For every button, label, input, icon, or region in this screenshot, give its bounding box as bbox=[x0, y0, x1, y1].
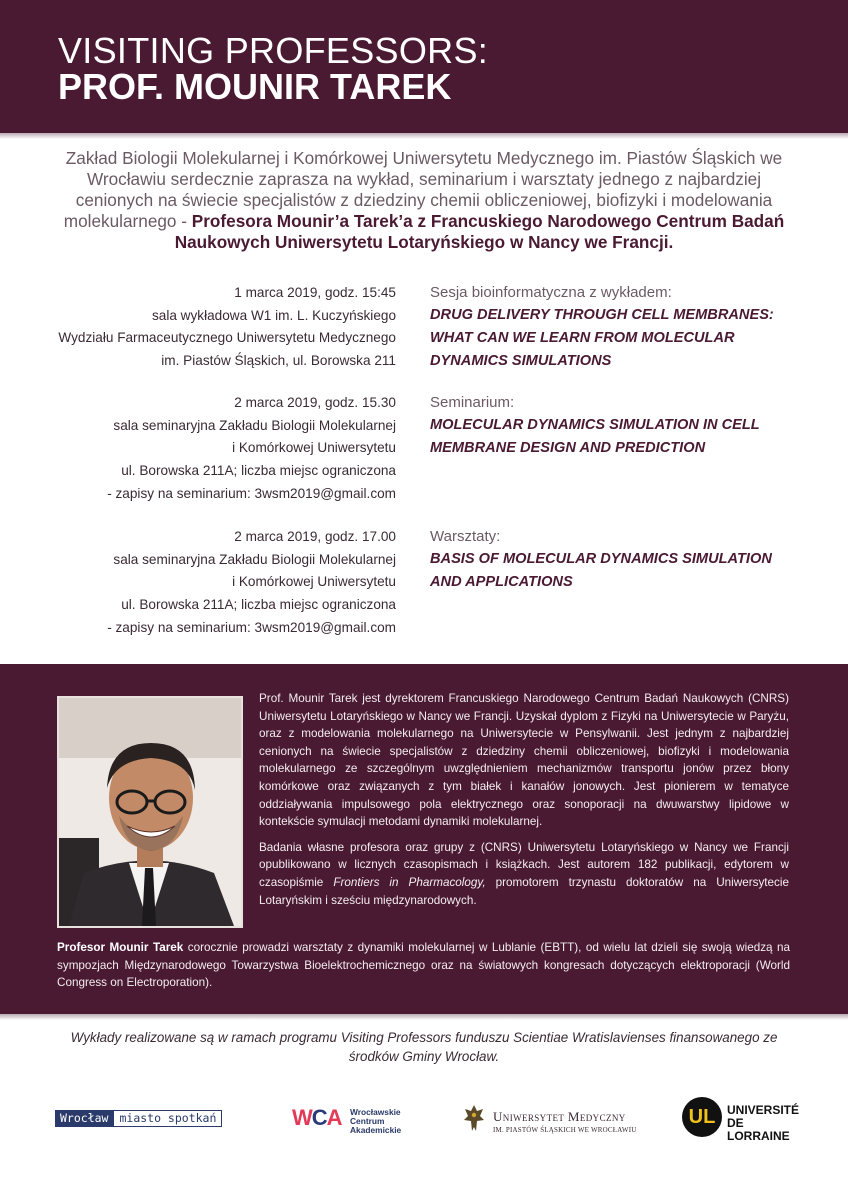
header-title-line1: VISITING PROFESSORS: bbox=[58, 30, 489, 71]
session-date: 2 marca 2019, godz. 17.00 bbox=[234, 529, 396, 544]
session-venue-line: i Komórkowej Uniwersytetu bbox=[232, 574, 396, 590]
bio-p2-text-a: Badania własne profesora oraz grupy z (CNRS) Uniwersytetu Lotaryńskiego w Nancy we Francji opublikowano w licznych czasopismach i książkach. Jest autorem 182 publikacji, edytorem w czasopiśmie bbox=[259, 840, 789, 889]
bio-shadow bbox=[0, 1014, 848, 1020]
header-shadow bbox=[0, 133, 848, 139]
session-title-line: DYNAMICS SIMULATIONS bbox=[430, 353, 612, 369]
session-topic bbox=[430, 282, 810, 373]
session-venue-line: im. Piastów Śląskich, ul. Borowska 211 bbox=[161, 353, 396, 369]
wroclaw-logo-slogan: miasto spotkań bbox=[113, 1110, 222, 1127]
session-venue-line: sala wykładowa W1 im. L. Kuczyńskiego bbox=[151, 307, 396, 323]
ul-mark: UL bbox=[682, 1097, 722, 1137]
wca-text: Wrocławskie Centrum Akademickie bbox=[350, 1107, 402, 1135]
portrait-illustration bbox=[59, 698, 241, 926]
bio-p3-text: corocznie prowadzi warsztaty z dynamiki molekularnej w Lublanie (EBTT), od wielu lat dzieli się swoją wiedzą na sympozjach Międzynarodowego Towarzystwa Bioelektrochemicznego oraz na światowych kongresach dotyczących elektroporacji (World Congress on Electroporation). bbox=[57, 941, 791, 990]
session-title-line: MEMBRANE DESIGN AND PREDICTION bbox=[430, 440, 706, 456]
professor-photo bbox=[57, 696, 243, 928]
funding-note: Wykłady realizowane są w ramach programu Visiting Professors funduszu Scientiae Wratislavienses finansowanego ze środków Gminy Wrocław. bbox=[70, 1030, 778, 1064]
session-venue-line: sala seminaryjna Zakładu Biologii Molekularnej bbox=[113, 551, 396, 567]
session-topic bbox=[430, 526, 810, 594]
wca-logo bbox=[292, 1100, 412, 1140]
session-venue-line: i Komórkowej Uniwersytetu bbox=[232, 440, 396, 456]
session-details bbox=[36, 392, 396, 506]
umed-logo bbox=[463, 1101, 653, 1141]
session-title-line: WHAT CAN WE LEARN FROM MOLECULAR bbox=[430, 330, 735, 346]
bio-paragraph-3 bbox=[57, 939, 790, 992]
session-type: Sesja bioinformatyczna z wykładem: bbox=[430, 284, 672, 301]
session-date: 1 marca 2019, godz. 15:45 bbox=[234, 285, 396, 300]
header-title-line2: PROF. MOUNIR TAREK bbox=[58, 66, 452, 107]
bio-p2-text-b: promotorem trzynastu doktoratów na Uniwersytecie Lotaryńskim i sześciu międzynarodowych. bbox=[259, 875, 789, 907]
session-type: Seminarium: bbox=[430, 394, 515, 411]
intro-paragraph bbox=[50, 148, 798, 253]
session-venue-line: ul. Borowska 211A; liczba miejsc ograniczona bbox=[121, 463, 396, 479]
session-type: Warsztaty: bbox=[430, 528, 501, 545]
wca-mark: WCA bbox=[292, 1105, 342, 1130]
bio-paragraph-1: Prof. Mounir Tarek jest dyrektorem Francuskiego Narodowego Centrum Badań Naukowych (CNRS) Uniwersytetu Lotaryńskiego w Nancy we Francji. Uzyskał dyplom z Fizyki na Uniwersytecie w Paryżu, oraz z modelowania molekularnego na Uniwersytecie w Pensylwanii. Jest jednym z najbardziej cenionych na świecie specjalistów z dziedziny chemii obliczeniowej, biofizyki i modelowania molekularnego ze szczególnym uwzględnieniem mechanizmów transportu jonów przez błony komórkowe oraz związanych z tym białek i kanałów jonowych. Jest pionierem w tematyce oddziaływania impulsowego pola elektrycznego oraz sonoporacji na dwuwarstwy lipidowe w kontekście symulacji metodami dynamiki molekularnej. bbox=[259, 692, 789, 829]
session-details bbox=[36, 526, 396, 640]
umed-name: Uniwersytet Medyczny bbox=[493, 1109, 626, 1124]
session-details bbox=[36, 282, 396, 373]
session-signup-line: - zapisy na seminarium: 3wsm2019@gmail.com bbox=[107, 619, 396, 635]
ul-text: UNIVERSITÉ DE LORRAINE bbox=[727, 1103, 800, 1143]
journal-name: Frontiers in Pharmacology, bbox=[333, 875, 486, 889]
header-banner bbox=[0, 0, 848, 133]
session-title-line: BASIS OF MOLECULAR DYNAMICS SIMULATION bbox=[430, 551, 772, 567]
sponsor-logos bbox=[0, 1095, 848, 1155]
bio-text bbox=[259, 690, 789, 909]
session-venue-line: Wydziału Farmaceutycznego Uniwersytetu Medycznego bbox=[58, 330, 396, 346]
session-signup-line: - zapisy na seminarium: 3wsm2019@gmail.com bbox=[107, 485, 396, 501]
session-venue-line: sala seminaryjna Zakładu Biologii Molekularnej bbox=[113, 417, 396, 433]
wroclaw-logo bbox=[55, 1110, 222, 1127]
intro-text: Zakład Biologii Molekularnej i Komórkowej Uniwersytetu Medycznego im. Piastów Śląskich we Wrocławiu serdecznie zaprasza na wykład, seminarium i warsztaty jednego z najbardziej cenionych na świecie specjalistów z dziedziny chemii obliczeniowej, biofizyki i modelowania molekularnego - bbox=[63, 148, 783, 231]
eagle-crest-icon bbox=[463, 1103, 485, 1133]
session-title-line: DRUG DELIVERY THROUGH CELL MEMBRANES: bbox=[430, 307, 774, 323]
wroclaw-logo-name: Wrocław bbox=[55, 1110, 113, 1127]
intro-strong-text: Profesora Mounir’a Tarek’a z Francuskiego Narodowego Centrum Badań Naukowych Uniwersytetu Lotaryńskiego w Nancy we Francji. bbox=[174, 211, 785, 252]
professor-name: Profesor Mounir Tarek bbox=[57, 941, 184, 954]
session-title-line: MOLECULAR DYNAMICS SIMULATION IN CELL bbox=[430, 417, 760, 433]
session-title-line: AND APPLICATIONS bbox=[430, 574, 573, 590]
lorraine-logo bbox=[682, 1097, 802, 1143]
bio-paragraph-2 bbox=[259, 839, 789, 909]
session-date: 2 marca 2019, godz. 15.30 bbox=[234, 395, 396, 410]
session-venue-line: ul. Borowska 211A; liczba miejsc ograniczona bbox=[121, 597, 396, 613]
umed-subtitle: IM. PIASTÓW ŚLĄSKICH WE WROCŁAWIU bbox=[493, 1126, 637, 1134]
session-topic bbox=[430, 392, 810, 460]
